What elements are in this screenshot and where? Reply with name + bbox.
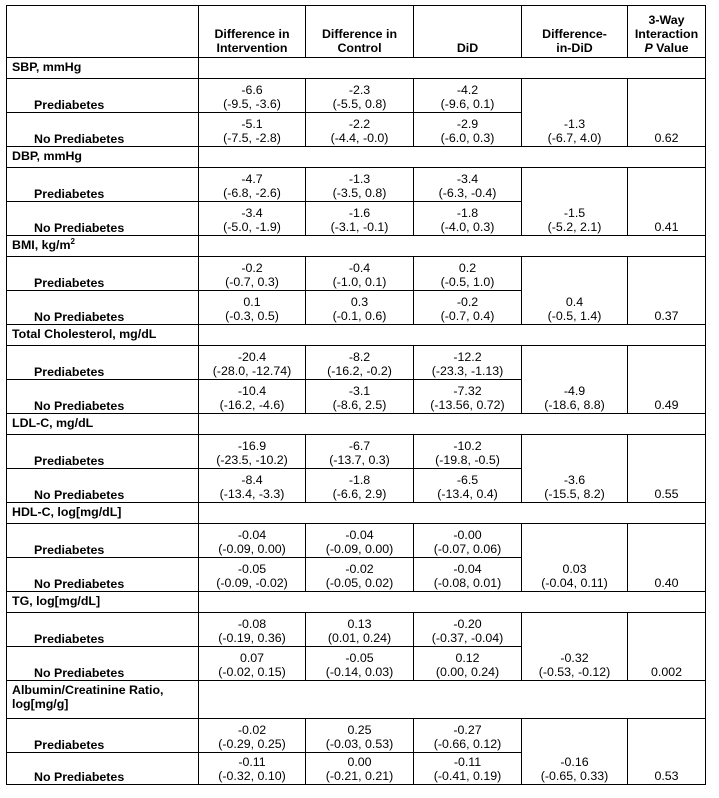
section-title xyxy=(7,325,199,346)
cell-did xyxy=(414,753,522,785)
confidence-interval: (-13.56, 0.72) xyxy=(430,398,505,412)
estimate-value: -0.20 xyxy=(453,617,482,631)
confidence-interval: (-0.65, 0.33) xyxy=(540,769,609,783)
cell-p-value: 0.37 xyxy=(628,257,706,325)
confidence-interval: (-15.5, 8.2) xyxy=(544,487,605,501)
confidence-interval: (-0.05, 0.02) xyxy=(325,576,394,590)
cell-control xyxy=(306,380,414,414)
confidence-interval: (-1.0, 0.1) xyxy=(332,275,387,289)
estimate-value: -2.3 xyxy=(348,83,371,97)
confidence-interval: (-0.04, 0.11) xyxy=(541,576,608,590)
confidence-interval: (-0.3, 0.5) xyxy=(225,309,279,323)
row-label: Prediabetes xyxy=(7,257,199,291)
estimate-value: 0.3 xyxy=(350,295,369,309)
confidence-interval: (-16.2, -4.6) xyxy=(219,398,285,412)
cell-p-value: 0.62 xyxy=(628,79,706,147)
estimate-value: -0.05 xyxy=(237,562,267,576)
section-header-row xyxy=(7,503,706,524)
cell-difference-in-did xyxy=(522,346,628,414)
confidence-interval: (-0.09, 0.00) xyxy=(218,542,286,556)
confidence-interval: (-5.5, 0.8) xyxy=(332,97,387,111)
cell-did xyxy=(414,647,522,681)
cell-intervention xyxy=(199,558,306,592)
row-label: No Prediabetes xyxy=(7,469,199,503)
table-row xyxy=(7,524,706,558)
confidence-interval: (-0.09, -0.02) xyxy=(216,576,288,590)
confidence-interval: (-5.2, 2.1) xyxy=(547,220,602,234)
header-label-column xyxy=(7,6,199,58)
cell-intervention xyxy=(199,613,306,647)
cell-control xyxy=(306,113,414,147)
cell-did xyxy=(414,168,522,202)
confidence-interval: (-0.7, 0.3) xyxy=(225,275,279,289)
cell-intervention xyxy=(199,202,306,236)
estimate-value: -4.7 xyxy=(241,172,263,186)
section-title xyxy=(7,147,199,168)
cell-difference-in-did xyxy=(522,435,628,503)
cell-intervention xyxy=(199,647,306,681)
section-title xyxy=(7,414,199,435)
section-title-text: Total Cholesterol, mg/dL xyxy=(12,327,157,341)
confidence-interval: (-0.09, 0.00) xyxy=(325,542,394,556)
estimate-value: -1.8 xyxy=(456,206,479,220)
confidence-interval: (-6.7, 4.0) xyxy=(547,131,602,145)
estimate-value: -0.16 xyxy=(560,755,589,769)
header-row xyxy=(7,6,706,58)
cell-did xyxy=(414,613,522,647)
confidence-interval: (-4.0, 0.3) xyxy=(440,220,495,234)
confidence-interval: (-6.0, 0.3) xyxy=(440,131,495,145)
cell-difference-in-did xyxy=(522,168,628,236)
confidence-interval: (-16.2, -0.2) xyxy=(327,364,392,378)
cell-difference-in-did xyxy=(522,257,628,325)
estimate-value: -3.4 xyxy=(241,206,263,220)
estimate-value: 0.13 xyxy=(347,617,372,631)
estimate-value: 0.07 xyxy=(239,651,265,665)
confidence-interval: (-6.3, -0.4) xyxy=(438,186,497,200)
confidence-interval: (-13.7, 0.3) xyxy=(329,453,390,467)
row-label: No Prediabetes xyxy=(7,558,199,592)
cell-intervention xyxy=(199,435,306,469)
section-header-row xyxy=(7,236,706,257)
section-header-empty xyxy=(199,58,706,79)
row-label: Prediabetes xyxy=(7,435,199,469)
estimate-value: -6.6 xyxy=(241,83,263,97)
estimate-value: 0.2 xyxy=(458,261,477,275)
estimate-value: -0.02 xyxy=(237,723,267,737)
estimate-value: -0.27 xyxy=(453,723,482,737)
cell-difference-in-did xyxy=(522,79,628,147)
confidence-interval: (-0.1, 0.6) xyxy=(332,309,387,323)
estimate-value: -0.2 xyxy=(456,295,479,309)
cell-intervention xyxy=(199,753,306,785)
cell-control xyxy=(306,168,414,202)
cell-control xyxy=(306,719,414,753)
row-label: Prediabetes xyxy=(7,719,199,753)
cell-did xyxy=(414,469,522,503)
section-header-empty xyxy=(199,236,706,257)
row-label: Prediabetes xyxy=(7,79,199,113)
confidence-interval: (-0.03, 0.53) xyxy=(325,737,394,751)
confidence-interval: (-0.66, 0.12) xyxy=(433,737,502,751)
section-header-row xyxy=(7,414,706,435)
estimate-value: -0.08 xyxy=(237,617,267,631)
cell-control xyxy=(306,524,414,558)
section-header-empty xyxy=(199,414,706,435)
cell-p-value: 0.53 xyxy=(628,719,706,785)
confidence-interval: (-0.7, 0.4) xyxy=(440,309,495,323)
section-header-empty xyxy=(199,592,706,613)
estimate-value: -8.2 xyxy=(348,350,371,364)
cell-difference-in-did xyxy=(522,524,628,592)
section-header-row xyxy=(7,147,706,168)
row-label: No Prediabetes xyxy=(7,753,199,785)
section-header-empty xyxy=(199,503,706,524)
confidence-interval: (-28.0, -12.74) xyxy=(212,364,292,378)
confidence-interval: (-23.5, -10.2) xyxy=(216,453,288,467)
table-row xyxy=(7,719,706,753)
cell-did xyxy=(414,524,522,558)
estimate-value: -2.2 xyxy=(348,117,371,131)
cell-control xyxy=(306,257,414,291)
row-label: Prediabetes xyxy=(7,524,199,558)
confidence-interval: (-0.5, 1.4) xyxy=(547,309,602,323)
cell-intervention xyxy=(199,380,306,414)
cell-control xyxy=(306,346,414,380)
confidence-interval: (-19.8, -0.5) xyxy=(435,453,500,467)
estimate-value: 0.1 xyxy=(243,295,261,309)
confidence-interval: (-0.14, 0.03) xyxy=(325,665,394,679)
estimate-value: 0.12 xyxy=(455,651,480,665)
cell-difference-in-did xyxy=(522,719,628,785)
section-title-text: Albumin/Creatinine Ratio, log[mg/g] xyxy=(12,683,164,711)
estimate-value: -3.4 xyxy=(456,172,479,186)
confidence-interval: (0.00, 0.24) xyxy=(435,665,500,679)
confidence-interval: (-0.41, 0.19) xyxy=(433,769,502,783)
cell-p-value: 0.49 xyxy=(628,346,706,414)
section-header-row xyxy=(7,58,706,79)
table-row xyxy=(7,613,706,647)
estimate-value: -20.4 xyxy=(237,350,267,364)
cell-control xyxy=(306,469,414,503)
estimate-value: -0.11 xyxy=(238,755,266,769)
estimate-value: -4.9 xyxy=(563,384,586,398)
estimate-value: -0.2 xyxy=(241,261,263,275)
section-title xyxy=(7,236,199,257)
estimate-value: -0.04 xyxy=(453,562,482,576)
cell-intervention xyxy=(199,524,306,558)
header-difference-in-did: Difference- in-DiD xyxy=(522,6,628,58)
confidence-interval: (-0.02, 0.15) xyxy=(218,665,286,679)
cell-did xyxy=(414,435,522,469)
cell-did xyxy=(414,113,522,147)
estimate-value: -0.05 xyxy=(345,651,374,665)
cell-intervention xyxy=(199,346,306,380)
section-title-text: BMI, kg/m xyxy=(12,238,71,252)
row-label: No Prediabetes xyxy=(7,647,199,681)
estimate-value: -0.4 xyxy=(348,261,371,275)
cell-control xyxy=(306,647,414,681)
header-intervention: Difference in Intervention xyxy=(199,6,306,58)
cell-did xyxy=(414,719,522,753)
confidence-interval: (-0.19, 0.36) xyxy=(218,631,286,645)
confidence-interval: (-3.1, -0.1) xyxy=(330,220,389,234)
confidence-interval: (-0.07, 0.06) xyxy=(433,542,502,556)
table-body xyxy=(7,58,706,785)
confidence-interval: (-0.29, 0.25) xyxy=(218,737,286,751)
section-title-text: TG, log[mg/dL] xyxy=(12,594,101,608)
cell-control xyxy=(306,291,414,325)
estimate-value: -6.7 xyxy=(348,439,371,453)
estimate-value: -0.02 xyxy=(345,562,374,576)
section-header-empty xyxy=(199,147,706,168)
section-header-empty xyxy=(199,325,706,346)
confidence-interval: (-9.6, 0.1) xyxy=(440,97,495,111)
section-title-text: DBP, mmHg xyxy=(12,149,82,163)
row-label: Prediabetes xyxy=(7,168,199,202)
cell-did xyxy=(414,380,522,414)
cell-intervention xyxy=(199,719,306,753)
estimate-value: -0.11 xyxy=(453,755,482,769)
cell-control xyxy=(306,202,414,236)
section-header-row xyxy=(7,681,706,719)
section-title xyxy=(7,681,199,719)
cell-p-value: 0.55 xyxy=(628,435,706,503)
cell-did xyxy=(414,558,522,592)
estimate-value: -1.3 xyxy=(563,117,586,131)
section-title-superscript: 2 xyxy=(70,236,75,246)
estimate-value: -3.1 xyxy=(348,384,371,398)
confidence-interval: (-5.0, -1.9) xyxy=(223,220,281,234)
confidence-interval: (-0.32, 0.10) xyxy=(218,769,286,783)
estimate-value: -10.2 xyxy=(453,439,482,453)
confidence-interval: (-23.3, -1.13) xyxy=(431,364,504,378)
confidence-interval: (-18.6, 8.8) xyxy=(544,398,605,412)
table-row xyxy=(7,79,706,113)
row-label: No Prediabetes xyxy=(7,291,199,325)
estimate-value: -0.04 xyxy=(237,528,267,542)
estimate-value: -10.4 xyxy=(237,384,267,398)
cell-did xyxy=(414,79,522,113)
estimate-value: -1.3 xyxy=(348,172,371,186)
row-label: No Prediabetes xyxy=(7,202,199,236)
cell-intervention xyxy=(199,469,306,503)
section-header-row xyxy=(7,325,706,346)
cell-intervention xyxy=(199,257,306,291)
estimate-value: -2.9 xyxy=(456,117,479,131)
estimate-value: 0.4 xyxy=(565,295,584,309)
section-title xyxy=(7,592,199,613)
section-title xyxy=(7,58,199,79)
estimate-value: -1.8 xyxy=(348,473,371,487)
section-header-row xyxy=(7,592,706,613)
confidence-interval: (-0.21, 0.21) xyxy=(325,769,394,783)
cell-control xyxy=(306,558,414,592)
confidence-interval: (-13.4, -3.3) xyxy=(219,487,285,501)
estimate-value: -0.32 xyxy=(560,651,589,665)
table-row xyxy=(7,257,706,291)
confidence-interval: (0.01, 0.24) xyxy=(327,631,392,645)
header-did: DiD xyxy=(414,6,522,58)
cell-intervention xyxy=(199,113,306,147)
cell-intervention xyxy=(199,168,306,202)
section-title-text: LDL-C, mg/dL xyxy=(12,416,94,430)
confidence-interval: (-8.6, 2.5) xyxy=(332,398,387,412)
confidence-interval: (-0.08, 0.01) xyxy=(433,576,502,590)
estimate-value: -6.5 xyxy=(456,473,479,487)
confidence-interval: (-3.5, 0.8) xyxy=(332,186,387,200)
cell-intervention xyxy=(199,79,306,113)
results-table xyxy=(6,5,706,785)
section-title-text: HDL-C, log[mg/dL] xyxy=(12,505,122,519)
cell-p-value: 0.41 xyxy=(628,168,706,236)
estimate-value: -7.32 xyxy=(453,384,482,398)
cell-did xyxy=(414,291,522,325)
section-header-empty xyxy=(199,681,706,719)
cell-did xyxy=(414,257,522,291)
confidence-interval: (-13.4, 0.4) xyxy=(437,487,498,501)
header-control: Difference in Control xyxy=(306,6,414,58)
estimate-value: -4.2 xyxy=(456,83,479,97)
cell-control xyxy=(306,79,414,113)
cell-intervention xyxy=(199,291,306,325)
cell-control xyxy=(306,613,414,647)
estimate-value: -16.9 xyxy=(237,439,267,453)
confidence-interval: (-0.5, 1.0) xyxy=(440,275,495,289)
confidence-interval: (-6.8, -2.6) xyxy=(223,186,281,200)
estimate-value: -0.00 xyxy=(453,528,482,542)
row-label: No Prediabetes xyxy=(7,380,199,414)
row-label: No Prediabetes xyxy=(7,113,199,147)
estimate-value: -0.04 xyxy=(345,528,374,542)
estimate-value: 0.25 xyxy=(347,723,372,737)
estimate-value: -5.1 xyxy=(241,117,263,131)
estimate-value: -3.6 xyxy=(563,473,586,487)
confidence-interval: (-7.5, -2.8) xyxy=(223,131,281,145)
confidence-interval: (-9.5, -3.6) xyxy=(223,97,281,111)
section-title xyxy=(7,503,199,524)
estimate-value: -1.5 xyxy=(563,206,586,220)
estimate-value: -1.6 xyxy=(348,206,371,220)
cell-did xyxy=(414,346,522,380)
confidence-interval: (-0.53, -0.12) xyxy=(538,665,611,679)
header-p-value: 3-Way Interaction P Value xyxy=(628,6,706,58)
section-title-text: SBP, mmHg xyxy=(12,60,82,74)
cell-p-value: 0.40 xyxy=(628,524,706,592)
estimate-value: 0.03 xyxy=(562,562,587,576)
row-label: Prediabetes xyxy=(7,613,199,647)
estimate-value: 0.00 xyxy=(347,755,372,769)
cell-difference-in-did xyxy=(522,613,628,681)
cell-did xyxy=(414,202,522,236)
estimate-value: -8.4 xyxy=(241,473,263,487)
estimate-value: -12.2 xyxy=(453,350,482,364)
confidence-interval: (-0.37, -0.04) xyxy=(431,631,504,645)
confidence-interval: (-4.4, -0.0) xyxy=(330,131,389,145)
table-row xyxy=(7,435,706,469)
table-row xyxy=(7,346,706,380)
confidence-interval: (-6.6, 2.9) xyxy=(332,487,387,501)
cell-control xyxy=(306,753,414,785)
table-row xyxy=(7,168,706,202)
cell-control xyxy=(306,435,414,469)
row-label: Prediabetes xyxy=(7,346,199,380)
cell-p-value: 0.002 xyxy=(628,613,706,681)
